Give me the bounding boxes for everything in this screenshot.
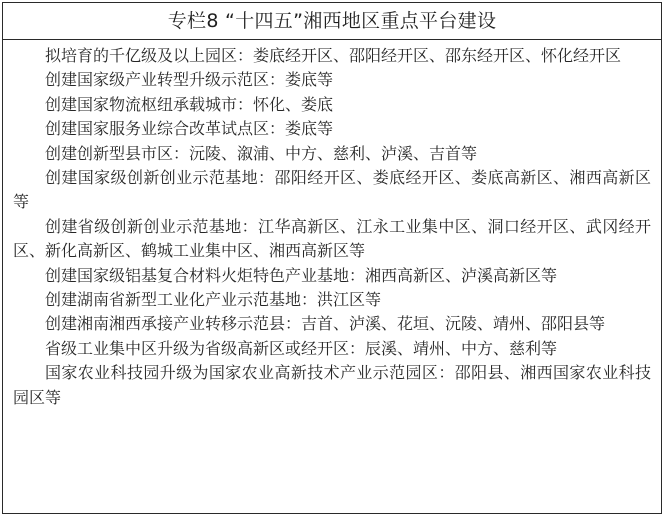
list-item-11: 省级工业集中区升级为省级高新区或经开区：辰溪、靖州、中方、慈利等 xyxy=(45,338,558,358)
list-item-6: 创建国家级创新创业示范基地：邵阳经开区、娄底经开区、娄底高新区、湘西高新区等 xyxy=(13,168,651,212)
list-item-12: 国家农业科技园升级为国家农业高新技术产业示范园区：邵阳县、湘西国家农业科技园区等 xyxy=(13,363,651,407)
list-item-5: 创建创新型县市区：沅陵、溆浦、中方、慈利、泸溪、吉首等 xyxy=(45,143,478,163)
list-item-3: 创建国家物流枢纽承载城市：怀化、娄底 xyxy=(45,94,334,114)
list-item-10: 创建湘南湘西承接产业转移示范县：吉首、泸溪、花垣、沅陵、靖州、邵阳县等 xyxy=(45,314,606,334)
feature-box xyxy=(2,2,662,514)
list-item-2: 创建国家级产业转型升级示范区：娄底等 xyxy=(45,70,334,90)
list-item-4: 创建国家服务业综合改革试点区：娄底等 xyxy=(45,119,334,139)
box-title: 专栏8 “十四五”湘西地区重点平台建设 xyxy=(3,3,661,40)
box-content xyxy=(3,40,661,410)
list-item-9: 创建湖南省新型工业化产业示范基地：洪江区等 xyxy=(45,290,382,310)
list-item-1: 拟培育的千亿级及以上园区：娄底经开区、邵阳经开区、邵东经开区、怀化经开区 xyxy=(45,46,622,65)
list-item-8: 创建国家级铝基复合材料火炬特色产业基地：湘西高新区、泸溪高新区等 xyxy=(45,265,558,285)
list-item-7: 创建省级创新创业示范基地：江华高新区、江永工业集中区、洞口经开区、武冈经开区、新化高新区、鹤城工业集中区、湘西高新区等 xyxy=(13,216,651,261)
